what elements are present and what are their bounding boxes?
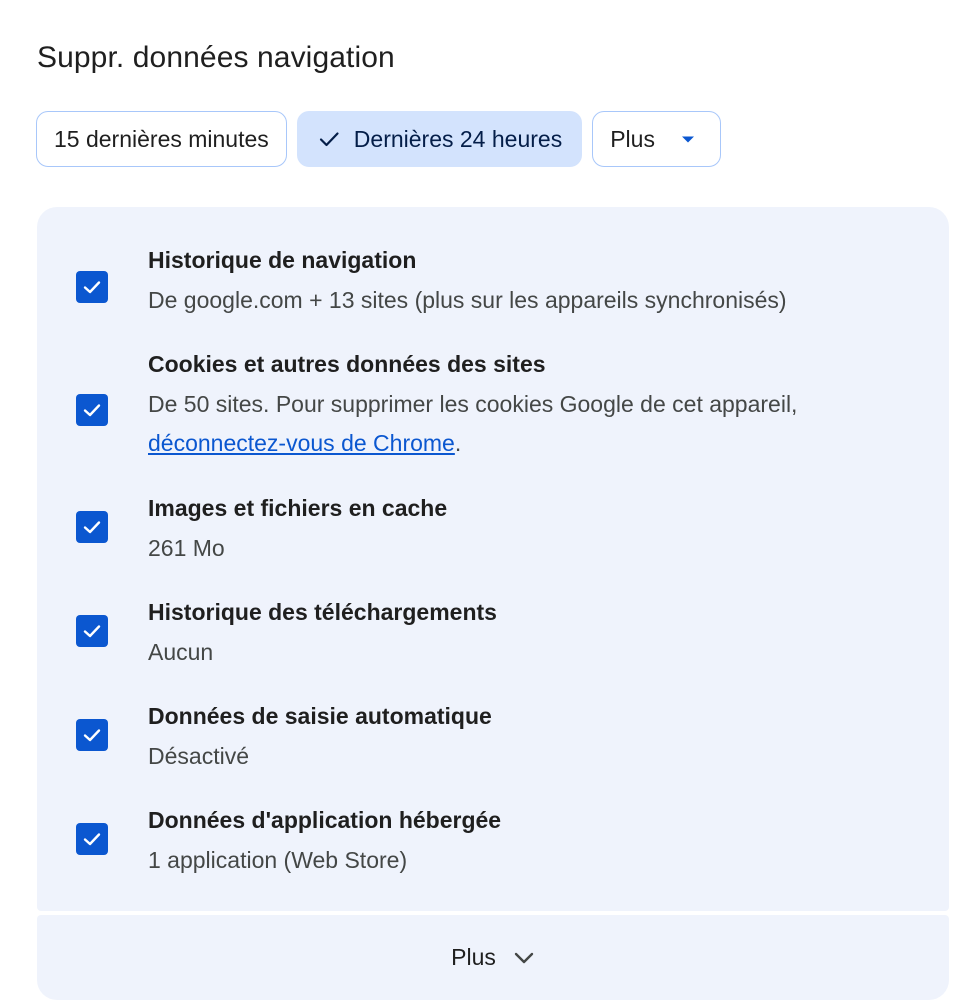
checkbox-autofill[interactable] xyxy=(76,719,108,751)
more-label: Plus xyxy=(451,944,496,970)
check-icon xyxy=(318,128,340,150)
chip-label: 15 dernières minutes xyxy=(54,125,269,152)
item-title: Images et fichiers en cache xyxy=(148,495,448,521)
item-title: Historique des téléchargements xyxy=(148,599,497,625)
page-title: Suppr. données navigation xyxy=(37,41,395,74)
checkbox-browsing-history[interactable] xyxy=(76,271,108,303)
check-icon xyxy=(81,516,103,538)
chip-last-15-minutes[interactable] xyxy=(36,111,287,167)
more-button[interactable] xyxy=(451,944,535,971)
chip-label: Dernières 24 heures xyxy=(353,125,563,152)
caret-down-icon xyxy=(681,135,695,144)
panel-footer xyxy=(37,915,949,1000)
item-title: Données d'application hébergée xyxy=(148,807,502,833)
check-icon xyxy=(81,724,103,746)
checkbox-download-history[interactable] xyxy=(76,615,108,647)
check-icon xyxy=(81,399,103,421)
chevron-down-icon xyxy=(513,951,535,965)
check-icon xyxy=(81,276,103,298)
sign-out-chrome-link[interactable]: déconnectez-vous de Chrome xyxy=(148,430,455,456)
time-range-chips xyxy=(36,111,731,167)
item-description: Désactivé xyxy=(148,743,249,769)
item-title: Données de saisie automatique xyxy=(148,703,492,729)
item-description: De google.com + 13 sites (plus sur les appareils synchronisés) xyxy=(148,287,787,313)
item-title: Cookies et autres données des sites xyxy=(148,351,546,377)
check-icon xyxy=(81,828,103,850)
chip-more-ranges[interactable] xyxy=(592,111,721,167)
chip-label: Plus xyxy=(610,125,655,152)
check-icon xyxy=(81,620,103,642)
chip-last-24-hours[interactable] xyxy=(297,111,582,167)
item-description: De 50 sites. Pour supprimer les cookies Google de cet appareil, déconnectez-vous de Chrome. xyxy=(148,391,798,456)
item-description: 261 Mo xyxy=(148,535,225,561)
checkbox-cached-images[interactable] xyxy=(76,511,108,543)
checkbox-cookies[interactable] xyxy=(76,394,108,426)
checkbox-hosted-app-data[interactable] xyxy=(76,823,108,855)
item-title: Historique de navigation xyxy=(148,247,417,273)
data-types-panel xyxy=(37,207,949,911)
item-description: 1 application (Web Store) xyxy=(148,847,408,873)
item-description: Aucun xyxy=(148,639,214,665)
